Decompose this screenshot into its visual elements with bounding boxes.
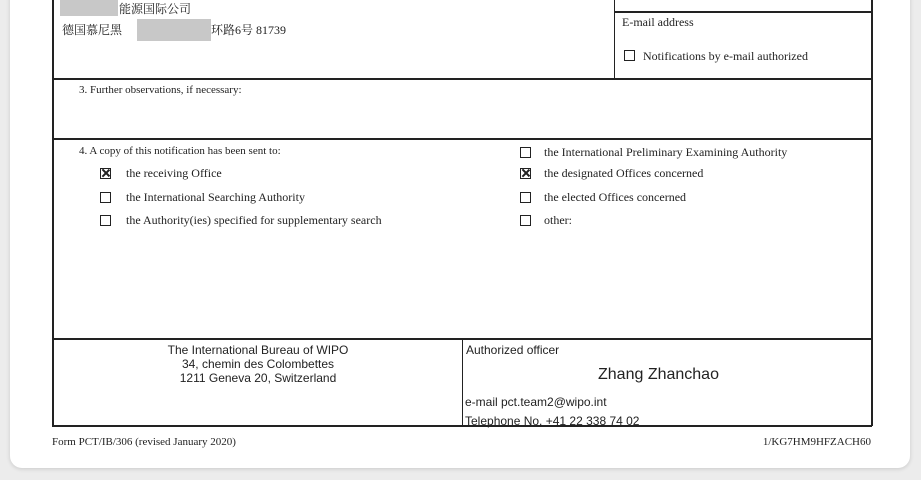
redaction [137,19,211,41]
isa-label: the International Searching Authority [126,190,305,204]
other-label: other: [544,213,572,227]
officer-label: Authorized officer [466,343,560,357]
form-id: Form PCT/IB/306 (revised January 2020) [52,436,236,448]
elected-offices-label: the elected Offices concerned [544,190,687,204]
officer-name: Zhang Zhanchao [598,366,719,383]
divider [462,338,463,426]
receiving-office-checkbox[interactable] [100,168,111,179]
bureau-line: 1211 Geneva 20, Switzerland [179,371,337,385]
redaction [60,0,118,16]
officer-email: e-mail pct.team2@wipo.int [465,395,607,409]
officer-telephone: Telephone No. +41 22 338 74 02 [465,414,640,428]
address-suffix: 环路6号 81739 [211,23,287,37]
divider [614,11,872,13]
designated-offices-label: the designated Offices concerned [544,166,704,180]
divider [52,78,872,80]
bureau-line: The International Bureau of WIPO [167,343,349,357]
border-right [871,0,873,426]
doc-code: 1/KG7HM9HFZACH60 [762,436,871,448]
bureau-address [54,343,462,385]
receiving-office-label: the receiving Office [126,166,222,180]
bureau-line: 34, chemin des Colombettes [181,357,335,371]
divider [52,138,872,140]
ipea-label: the International Preliminary Examining Authority [544,145,788,159]
designated-offices-checkbox[interactable] [520,168,531,179]
address-street: 德国慕尼黑 [62,23,123,37]
other-checkbox[interactable] [520,215,531,226]
supplementary-search-checkbox[interactable] [100,215,111,226]
email-notify-label: Notifications by e-mail authorized [643,49,808,63]
document-page [10,0,910,468]
supplementary-search-label: the Authority(ies) specified for supplementary search [126,213,382,227]
isa-checkbox[interactable] [100,192,111,203]
email-label: E-mail address [622,15,694,29]
elected-offices-checkbox[interactable] [520,192,531,203]
email-notify-checkbox[interactable] [624,50,635,61]
company-name: 能源国际公司 [119,2,192,16]
section4-label: 4. A copy of this notification has been sent to: [79,145,281,157]
ipea-checkbox[interactable] [520,147,531,158]
section3-label: 3. Further observations, if necessary: [79,84,242,96]
